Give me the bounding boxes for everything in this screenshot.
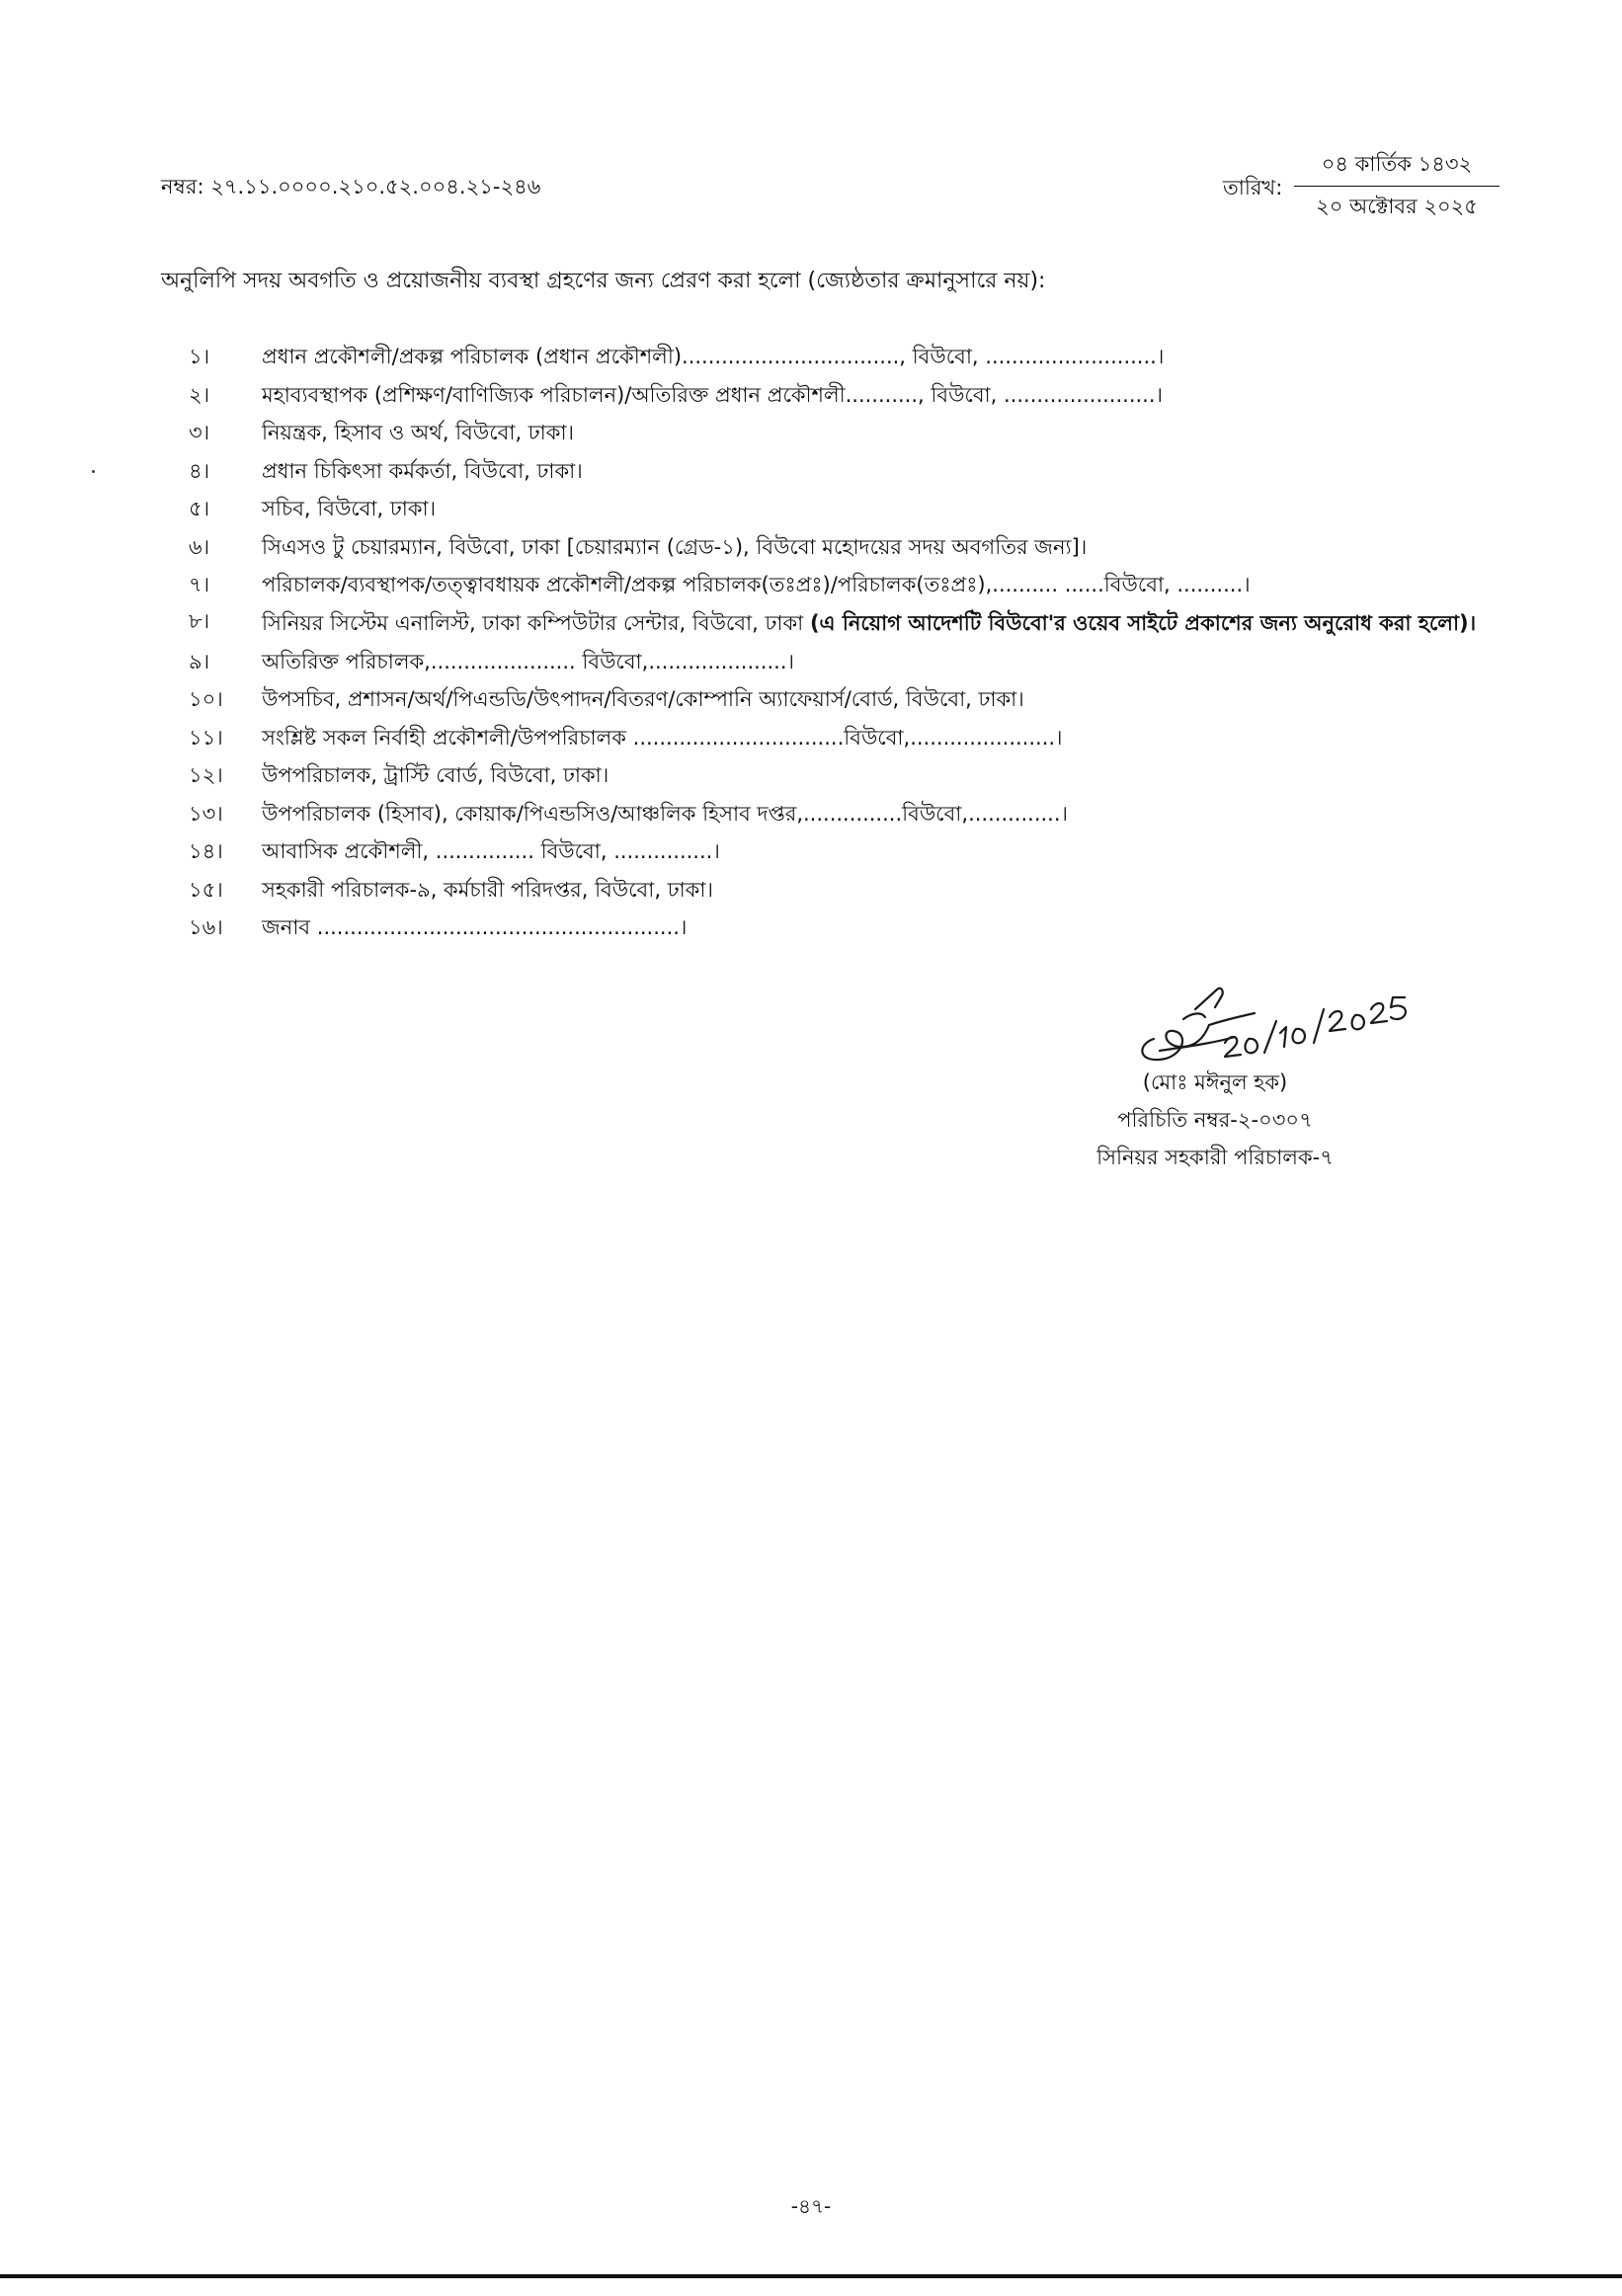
item-text: উপসচিব, প্রশাসন/অর্থ/পিএন্ডডি/উৎপাদন/বিতরণ/কোম্পানি অ্যাফেয়ার্স/বোর্ড, বিউবো, ঢাকা। bbox=[262, 687, 1024, 711]
list-item bbox=[161, 414, 1490, 452]
list-item bbox=[161, 795, 1490, 833]
list-item bbox=[161, 871, 1490, 910]
item-number: ১২। bbox=[189, 763, 223, 787]
item-text: আবাসিক প্রকৌশলী, ............... বিউবো, ...............। bbox=[262, 839, 720, 863]
scan-bottom-edge bbox=[0, 2274, 1622, 2278]
item-number: ১। bbox=[189, 345, 210, 368]
item-text: পরিচালক/ব্যবস্থাপক/তত্ত্বাবধায়ক প্রকৌশলী/প্রকল্প পরিচালক(তঃপ্রঃ)/পরিচালক(তঃপ্রঃ),.......... ......বিউবো, ..........। bbox=[262, 573, 1251, 596]
item-text: সংশ্লিষ্ট সকল নির্বাহী প্রকৌশলী/উপপরিচালক ................................বিউবো,......................। bbox=[262, 725, 1063, 750]
list-item bbox=[161, 528, 1490, 567]
item-text: সিএসও টু চেয়ারম্যান, বিউবো, ঢাকা [চেয়ারম্যান (গ্রেড-১), বিউবো মহোদয়ের সদয় অবগতির জন্য]। bbox=[262, 534, 1088, 559]
item-text: মহাব্যবস্থাপক (প্রশিক্ষণ/বাণিজ্যিক পরিচালন)/অতিরিক্ত প্রধান প্রকৌশলী..........., বিউবো, .......................। bbox=[262, 382, 1164, 407]
item-number: ১১। bbox=[189, 725, 223, 750]
item-number: ৫। bbox=[189, 497, 210, 520]
signatory-designation: সিনিয়র সহকারী পরিচালক-৭ bbox=[1096, 1146, 1334, 1169]
list-item bbox=[161, 338, 1490, 376]
item-number: ১৩। bbox=[189, 801, 223, 826]
list-item bbox=[161, 756, 1490, 795]
item-number: ৯। bbox=[189, 649, 210, 673]
item-number: ৪। bbox=[189, 458, 210, 483]
list-item bbox=[161, 604, 1490, 643]
date-gregorian: ২০ অক্টোবর ২০২৫ bbox=[1316, 195, 1478, 218]
list-item bbox=[161, 566, 1490, 604]
signatory-id: পরিচিতি নম্বর-২-০৩০৭ bbox=[1117, 1108, 1313, 1132]
item-number: ৮। bbox=[189, 608, 210, 633]
list-item bbox=[161, 452, 1490, 491]
item-number: ১০। bbox=[189, 687, 223, 711]
item-text: উপপরিচালক (হিসাব), কোয়াক/পিএন্ডসিও/আঞ্চলিক হিসাব দপ্তর,...............বিউবো,..............। bbox=[262, 801, 1069, 826]
item-text: জনাব .......................................................। bbox=[262, 915, 688, 939]
list-item bbox=[161, 832, 1490, 871]
item-number: ১৬। bbox=[189, 915, 223, 939]
item-text: উপপরিচালক, ট্রাস্টি বোর্ড, বিউবো, ঢাকা। bbox=[262, 763, 609, 787]
list-item bbox=[161, 680, 1490, 719]
intro-text: অনুলিপি সদয় অবগতি ও প্রয়োজনীয় ব্যবস্থা গ্রহণের জন্য প্রেরণ করা হলো (জ্যেষ্ঠতার ক্রমানুসারে নয়): bbox=[161, 269, 1046, 293]
list-item bbox=[161, 719, 1490, 757]
date-bangla: ০৪ কার্তিক ১৪৩২ bbox=[1294, 148, 1500, 187]
item-text: সচিব, বিউবো, ঢাকা। bbox=[262, 497, 437, 520]
item-number: ২। bbox=[189, 382, 210, 407]
signature-block bbox=[1072, 1064, 1358, 1176]
item-text: সহকারী পরিচালক-৯, কর্মচারী পরিদপ্তর, বিউবো, ঢাকা। bbox=[262, 877, 713, 902]
date-label: তারিখ: bbox=[1223, 176, 1283, 199]
item-text-bold-request: (এ নিয়োগ আদেশটি বিউবো'র ওয়েব সাইটে প্রকাশের জন্য অনুরোধ করা হলো)। bbox=[809, 610, 1477, 635]
signatory-name: (মোঃ মঈনুল হক) bbox=[1142, 1070, 1288, 1094]
item-text-regular: সিনিয়র সিস্টেম এনালিস্ট, ঢাকা কম্পিউটার সেন্টার, বিউবো, ঢাকা bbox=[262, 610, 810, 635]
handwritten-signature bbox=[1126, 948, 1422, 1076]
date-lines bbox=[1294, 148, 1500, 225]
item-text: প্রধান প্রকৌশলী/প্রকল্প পরিচালক (প্রধান প্রকৌশলী)................................., বিউবো, ..........................। bbox=[262, 345, 1165, 368]
list-item bbox=[161, 376, 1490, 415]
memo-number: নম্বর: ২৭.১১.০০০০.২১০.৫২.০০৪.২১-২৪৬ bbox=[161, 175, 541, 198]
item-number: ১৫। bbox=[189, 877, 223, 902]
list-item bbox=[161, 490, 1490, 528]
page-number: -৪৭- bbox=[790, 2194, 832, 2218]
item-text bbox=[262, 611, 1476, 635]
list-item bbox=[161, 909, 1490, 947]
scan-speck bbox=[92, 470, 95, 473]
item-number: ৭। bbox=[189, 573, 210, 596]
item-text: নিয়ন্ত্রক, হিসাব ও অর্থ, বিউবো, ঢাকা। bbox=[262, 421, 575, 444]
item-text: প্রধান চিকিৎসা কর্মকর্তা, বিউবো, ঢাকা। bbox=[262, 458, 583, 483]
item-number: ১৪। bbox=[189, 839, 223, 863]
distribution-list bbox=[161, 338, 1490, 947]
item-number: ৬। bbox=[189, 534, 210, 559]
list-item bbox=[161, 643, 1490, 681]
item-number: ৩। bbox=[189, 421, 210, 444]
item-text: অতিরিক্ত পরিচালক,...................... বিউবো,.....................। bbox=[262, 649, 795, 673]
